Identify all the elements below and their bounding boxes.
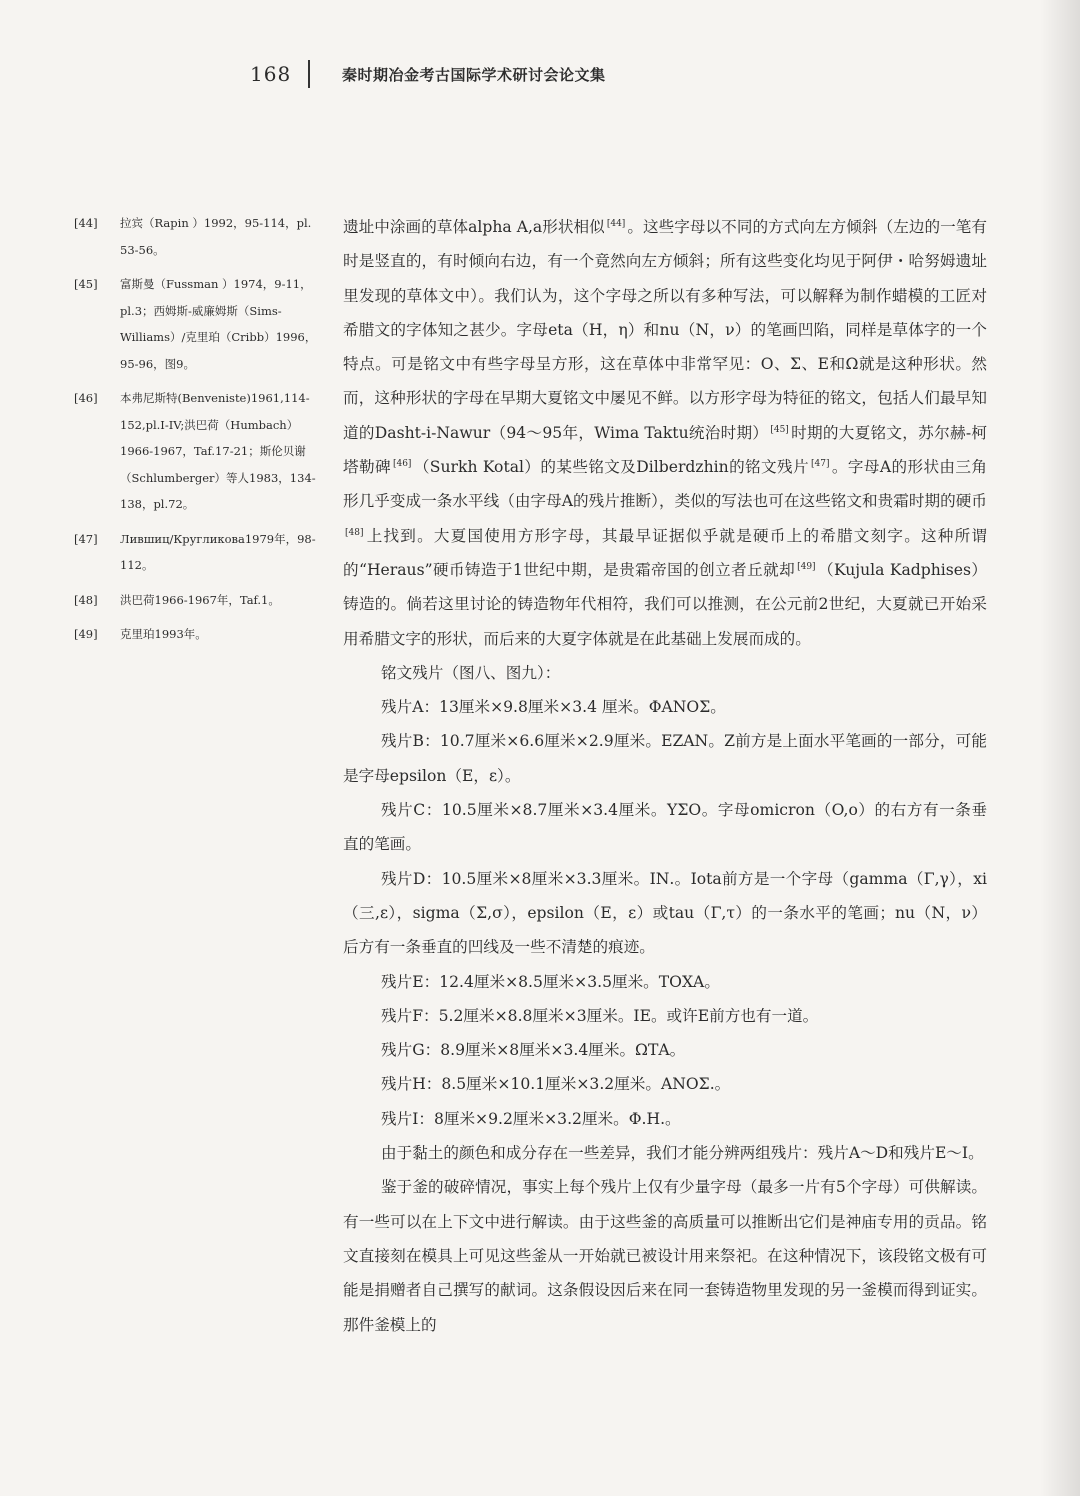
- fragment-h: 残片H：8.5厘米×10.1厘米×3.2厘米。ΑΝΟΣ.。: [381, 1075, 731, 1094]
- fragment-f: 残片F：5.2厘米×8.8厘米×3厘米。ΙΕ。或许E前方也有一道。: [381, 1006, 819, 1025]
- header-divider: [308, 60, 310, 88]
- main-text-column: [343, 210, 987, 1342]
- footnote-ref-49[interactable]: [49]: [797, 561, 816, 572]
- fragments-heading: 铭文残片（图八、图九）：: [381, 663, 561, 682]
- body-text: 上找到。大夏国使用方形字母，其最早证据似乎就是硬币上的希腊文刻字。这种所谓的“Heraus”硬币铸造于1世纪中期，是贵霜帝国的创立者丘就却: [343, 526, 987, 579]
- footnote-number: [49]: [74, 627, 98, 641]
- running-header: [0, 60, 1080, 92]
- footnote-46: [74, 385, 322, 518]
- fragment-c: 残片C：10.5厘米×8.7厘米×3.4厘米。ΥΣΟ。字母omicron（O,o）的右方有一条垂直的笔画。: [343, 801, 987, 854]
- page-number: 168: [250, 62, 292, 86]
- body-text: 时期的大夏铭文，苏尔赫-柯塔勒碑: [343, 423, 987, 477]
- footnote-number: [47]: [74, 531, 98, 546]
- footnote-44: [74, 210, 322, 263]
- footnotes-column: [74, 210, 322, 656]
- book-title: 秦时期冶金考古国际学术研讨会论文集: [342, 66, 606, 84]
- footnote-text: 本弗尼斯特(Benveniste)1961,114-152,pl.I-IV;洪巴荷（Humbach）1966-1967，Taf.17-21；斯伦贝谢（Schlumberger）等人1983，134-138，pl.72。: [120, 391, 316, 511]
- fragment-g: 残片G：8.9厘米×8厘米×3.4厘米。ΩΤΑ。: [381, 1041, 686, 1060]
- fragment-b: 残片B：10.7厘米×6.6厘米×2.9厘米。ΕΖΑΝ。Z前方是上面水平笔画的一部分，可能是字母epsilon（E，ε）。: [343, 732, 987, 785]
- footnote-number: [44]: [74, 216, 98, 230]
- body-paragraph: 鉴于釜的破碎情况，事实上每个残片上仅有少量字母（最多一片有5个字母）可供解读。有一些可以在上下文中进行解读。由于这些釜的高质量可以推断出它们是神庙专用的贡品。铭文直接刻在模具上可见这些釜从一开始就已被设计用来祭祀。在这种情况下，该段铭文极有可能是捐赠者自己撰写的献词。这条假设因后来在同一套铸造物里发现的另一釜模而得到证实。那件釜模上的: [343, 1178, 987, 1334]
- fragment-a: 残片A：13厘米×9.8厘米×3.4 厘米。ΦΑΝΟΣ。: [381, 698, 726, 717]
- footnote-number: [48]: [74, 592, 98, 607]
- footnote-47: [74, 526, 322, 579]
- body-text: （Kujula Kadphises）铸造的。倘若这里讨论的铸造物年代相符，我们可以推测，在公元前2世纪，大夏就已开始采用希腊文字的形状，而后来的大夏字体就是在此基础上发展而成的。: [343, 560, 987, 648]
- fragment-d: 残片D：10.5厘米×8厘米×3.3厘米。ΙΝ.。Iota前方是一个字母（gamma（Γ,γ），xi（三,ε），sigma（Σ,σ），epsilon（E，ε）或tau（Γ,τ）的一条水平的笔画；nu（N，ν）后方有一条垂直的凹线及一些不清楚的痕迹。: [343, 869, 987, 957]
- footnote-ref-45[interactable]: [45]: [770, 424, 789, 435]
- footnote-text: 克里珀1993年。: [120, 627, 207, 641]
- footnote-number: [45]: [74, 277, 98, 291]
- body-paragraph: [343, 210, 987, 656]
- footnote-text: Лившиц/Кругликова1979年，98-112。: [120, 531, 316, 572]
- footnote-text: 拉宾（Rapin ）1992，95-114，pl. 53-56。: [120, 216, 312, 257]
- footnote-ref-44[interactable]: [44]: [606, 219, 626, 229]
- footnote-48: [74, 587, 322, 614]
- body-text: （Surkh Kotal）的某些铭文及Dilberdzhin的铭文残片: [413, 458, 809, 477]
- footnote-text: 富斯曼（Fussman ）1974，9-11，pl.3；西姆斯-威廉姆斯（Sims-Williams）/克里珀（Cribb）1996，95-96，图9。: [120, 277, 317, 371]
- footnote-text: 洪巴荷1966-1967年，Taf.1。: [120, 592, 280, 607]
- body-text: 遗址中涂画的草体alpha A,a形状相似: [343, 218, 605, 236]
- footnote-ref-48[interactable]: [48]: [345, 527, 364, 538]
- body-text: 。字母A的形状由三角形几乎变成一条水平线（由字母A的残片推断），类似的写法也可在这些铭文和贵霜时期的硬币: [343, 458, 987, 511]
- footnote-45: [74, 271, 322, 377]
- fragment-i: 残片I：8厘米×9.2厘米×3.2厘米。Φ.Η.。: [381, 1109, 681, 1128]
- body-paragraph: 由于黏土的颜色和成分存在一些差异，我们才能分辨两组残片：残片A〜D和残片E〜I。: [381, 1144, 984, 1163]
- footnote-ref-47[interactable]: [47]: [811, 459, 830, 470]
- footnote-number: [46]: [74, 391, 98, 405]
- fragment-e: 残片E：12.4厘米×8.5厘米×3.5厘米。ΤΟΧΑ。: [381, 972, 720, 991]
- footnote-49: [74, 621, 322, 648]
- footnote-ref-46[interactable]: [46]: [392, 459, 412, 470]
- body-text: 。这些字母以不同的方式向左方倾斜（左边的一笔有时是竖直的，有时倾向右边，有一个竟然向左方倾斜；所有这些变化均见于阿伊・哈努姆遗址里发现的草体文中）。我们认为，这个字母之所以有多种写法，可以解释为制作蜡模的工匠对希腊文的字体知之甚少。字母eta（H，η）和nu（N，ν）的笔画凹陷，同样是草体字的一个特点。可是铭文中有些字母呈方形，这在草体中非常罕见：O、Σ、E和Ω就是这种形状。然而，这种形状的字母在早期大夏铭文中屡见不鲜。以方形字母为特征的铭文，包括人们最早知道的Dasht-i-Nawur（94〜95年，Wima Taktu统治时期）: [343, 218, 987, 442]
- page-edge-shadow: [1040, 0, 1080, 1496]
